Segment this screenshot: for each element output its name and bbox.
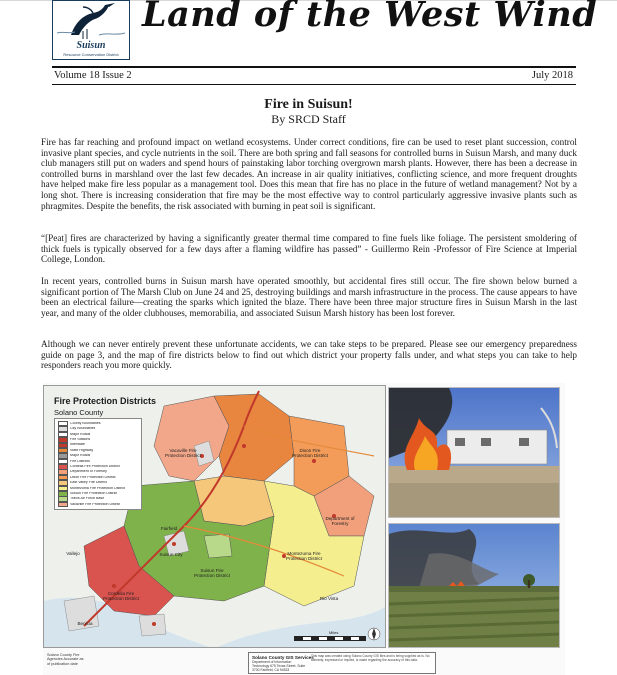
gis-credit-address: Department of Information Technology 675 Texas Street, Suite 3700 Fairfield, CA 94533: [252, 660, 306, 672]
article-figure: [43, 383, 565, 675]
paragraph-recent-fires: In recent years, controlled burns in Suisun marsh have operated smoothly, but accidental fires still occur. The fire shown below burned a significant portion of The Marsh Club on June 24 and 25, destroying buildings and marsh infrastructure in the process. The cause appears to have been an electrical failure—creating the sparks which ignited the blaze. There have been three major structure fires in Suisun Marsh in the last year, and many of the older clubhouses, memorabilia, and associated Suisun Marsh history has been lost forever.: [41, 276, 577, 318]
place-label-dixon: Dixon Fire Protection District: [292, 448, 328, 458]
legend-label: Department of Forestry: [70, 470, 107, 474]
legend-label: Vacaville Fire Protection District: [70, 502, 121, 506]
legend-label: State Highway: [70, 448, 94, 452]
legend-label: Fire Stations: [70, 438, 91, 442]
masthead-rule: [52, 66, 576, 68]
legend-row: [58, 502, 138, 507]
article-headline: Fire in Suisun!: [264, 97, 353, 112]
paragraph-preparedness: Although we can never entirely prevent these unfortunate accidents, we can take steps to be prepared. Please see our emergency preparedness guide on page 3, and the map of fire districts below to find out which district your property falls under, and what steps you can take to help responders reach you more quickly.: [41, 339, 577, 371]
legend-label: Fire Districts: [70, 459, 90, 463]
place-label-forestry: Department of Forestry: [325, 516, 355, 526]
srcd-logo: [52, 0, 130, 60]
article-byline: By SRCD Staff: [271, 112, 346, 126]
place-label-fairfield: Fairfield: [160, 526, 178, 531]
place-label-montezuma: Montezuma Fire Protection District: [286, 551, 322, 561]
scale-label: Miles: [329, 630, 339, 635]
place-label-vallejo: Vallejo: [66, 551, 80, 556]
fire-districts-map: [43, 385, 386, 648]
fire-photo-image: [389, 388, 560, 518]
paragraph-intro: Fire has far reaching and profound impact on wetland ecosystems. Under correct conditions, fire can be used to reset plant succession, control invasive plant species, and cycle nutrients in the soil. There are both spring and fall seasons for controlled burns in Suisun Marsh, and many duck club managers still put on waders and spend hours of painstaking labor torching overgrown marsh plants. However, there has been a decrease in controlled burns in marshland over the last few decades. An increase in air quality initiatives, conflicting science, and more frequent droughts have helped make fire less popular as a management tool. Does this mean that fire has no place in the future of wetland management? Not by a long shot. There is increasing consideration that fire may be the most effective way to control particularly aggressive invasive plants such as phragmites. Despite the benefits, the risk associated with burning in peat soil is significant.: [41, 137, 577, 211]
marsh-fire-photo-image: [389, 524, 560, 648]
legend-swatch: [58, 502, 68, 508]
gis-credit-title: Solano County GIS Services: [252, 655, 314, 660]
compass-icon: [368, 628, 380, 640]
issue-volume: Volume 18 Issue 2: [54, 70, 132, 81]
place-label-benicia: Benicia: [77, 621, 93, 626]
paragraph-quote: “[Peat] fires are characterized by having a significantly greater thermal time compared to fine fuels like foliage. The persistent smoldering of thick fuels is typically observed for a few days after a flaming wildfire has passed” - Guillermo Rein -Professor of Fire Science at Imperial College, London.: [41, 233, 577, 265]
gis-credit-disclaimer: This map was created using Solano County GIS files and is being supplied as is. No warranty, expressed or implied, is made regarding the accuracy of this data.: [311, 654, 430, 662]
scale-bar: [294, 636, 366, 641]
legend-label: Interstate: [70, 443, 85, 447]
issue-date: July 2018: [531, 70, 573, 81]
place-label-cordelia: Cordelia Fire Protection District: [103, 591, 139, 601]
legend-label: Dixon Fire Protection District: [70, 475, 116, 479]
legend-label: Travis Air Force Base: [70, 497, 105, 501]
legend-label: County Boundaries: [70, 421, 101, 425]
issue-rule: [52, 84, 576, 85]
legend-label: Montezuma Fire Protection District: [70, 486, 126, 490]
place-label-rio-vista: Rio Vista: [319, 596, 339, 601]
photo-marsh-fire: [388, 523, 560, 648]
place-label-suisun: Suisun Fire Protection District: [194, 568, 230, 578]
logo-subtitle: Resource Conservation District: [63, 52, 119, 57]
newsletter-title: Land of the West Wind: [142, 0, 598, 35]
photo-structure-fire: [388, 387, 560, 518]
place-label-vacaville: Vacaville Fire Protection District: [165, 448, 201, 458]
logo-name: Suisun: [76, 40, 106, 51]
map-legend: [54, 418, 142, 510]
legend-label: Cordelia Fire Protection District: [70, 465, 120, 469]
place-label-suisun-city: Suisun City: [159, 552, 183, 557]
gis-credit-box: [248, 652, 436, 674]
legend-label: City Boundaries: [70, 427, 96, 431]
legend-label: Major Roads: [70, 432, 91, 436]
map-county: Solano County: [54, 408, 104, 417]
legend-label: Major Roads: [70, 454, 91, 458]
map-title: Fire Protection Districts: [54, 396, 157, 406]
legend-label: Suisun Fire Protection District: [70, 491, 118, 495]
legend-label: East Valley Fire District: [70, 481, 107, 485]
map-footnote: Solano County Fire Agencies Accurate as of publication date: [47, 653, 84, 666]
